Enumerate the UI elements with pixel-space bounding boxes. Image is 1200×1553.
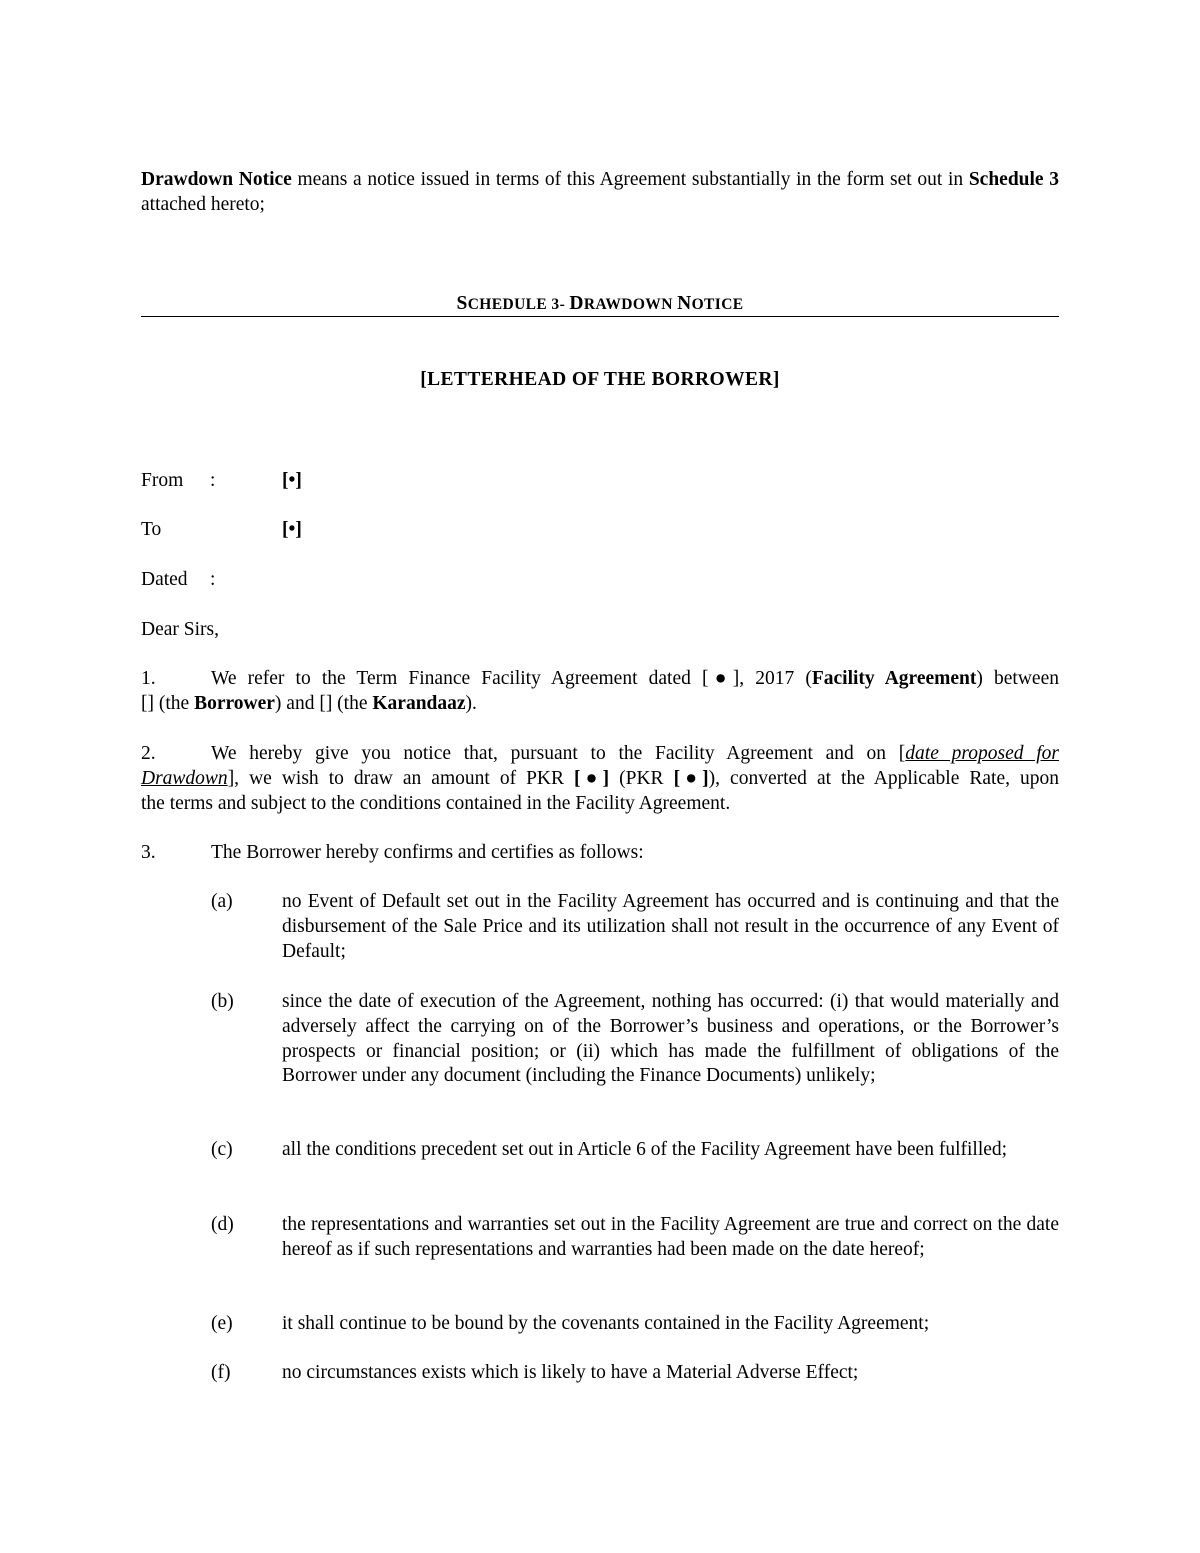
from-value: [•] [282, 470, 302, 491]
sub-item-label: (b) [211, 991, 234, 1012]
sub-item-label: (d) [211, 1214, 234, 1235]
karandaaz-term: Karandaaz [372, 693, 466, 714]
sub-item-text: it shall continue to be bound by the covenants contained in the Facility Agreement; [282, 1313, 930, 1334]
paragraph-2-line-1: We hereby give you notice that, pursuant to the Facility Agreement and on [date proposed for [211, 743, 1059, 764]
paragraph-2-line-2: Drawdown], we wish to draw an amount of PKR [●] (PKR [●]), converted at the Applicable Rate, upon [141, 768, 1060, 789]
paragraph-3-text: The Borrower hereby confirms and certifies as follows: [211, 842, 644, 863]
sub-item-text: no Event of Default set out in the Facility Agreement has occurred and is continuing and that the disbursement of the Sale Price and its utilization shall not result in the occurrence of any Event of Default; [282, 891, 1059, 962]
paragraph-1-number: 1. [141, 668, 156, 689]
sub-item-label: (f) [211, 1362, 231, 1383]
sub-item-label: (a) [211, 891, 233, 912]
paragraph-2-number: 2. [141, 743, 156, 764]
sub-item-label: (c) [211, 1139, 233, 1160]
from-label: From [141, 470, 184, 491]
definition-term: Drawdown Notice [141, 169, 292, 190]
sub-item-text: all the conditions precedent set out in Article 6 of the Facility Agreement have been fulfilled; [282, 1139, 1008, 1160]
schedule-heading: SCHEDULE 3- DRAWDOWN NOTICE [456, 293, 744, 314]
paragraph-3-number: 3. [141, 842, 156, 863]
sub-item-label: (e) [211, 1313, 233, 1334]
sub-item-text: no circumstances exists which is likely to have a Material Adverse Effect; [282, 1362, 859, 1383]
to-value: [•] [282, 519, 302, 540]
dated-colon: : [210, 569, 216, 590]
sub-item-text: since the date of execution of the Agreement, nothing has occurred: (i) that would materially and adversely affect the carrying on of the Borrower’s business and operations, or the Borrower’s prospects or financial position; or (ii) which has made the fulfillment of obligations of the Borrower under any document (including the Finance Documents) unlikely; [282, 991, 1059, 1087]
letterhead-placeholder: [LETTERHEAD OF THE BORROWER] [420, 369, 780, 390]
paragraph-1-line-1: We refer to the Term Finance Facility Agreement dated [●], 2017 (Facility Agreement) between [211, 668, 1059, 689]
schedule-reference: Schedule 3 [968, 169, 1059, 190]
definition-text-1: means a notice issued in terms of this Agreement substantially in the form set out in [291, 169, 969, 190]
paragraph-2-line-3: the terms and subject to the conditions contained in the Facility Agreement. [141, 793, 731, 814]
dated-label: Dated [141, 569, 188, 590]
paragraph-1-line-2: [] (the Borrower) and [] (the Karandaaz). [141, 693, 477, 714]
definition-text-2: attached hereto; [141, 193, 265, 215]
heading-rule [141, 316, 1059, 317]
from-colon: : [210, 470, 216, 491]
salutation: Dear Sirs, [141, 619, 219, 640]
to-label: To [141, 519, 162, 540]
date-proposed-placeholder: date proposed for [905, 743, 1059, 764]
definition-paragraph [141, 168, 1059, 218]
sub-item-text: the representations and warranties set out in the Facility Agreement are true and correct on the date hereof as if such representations and warranties had been made on the date hereof; [282, 1214, 1059, 1260]
facility-agreement-term: Facility Agreement [811, 668, 977, 689]
borrower-term: Borrower [194, 693, 275, 714]
